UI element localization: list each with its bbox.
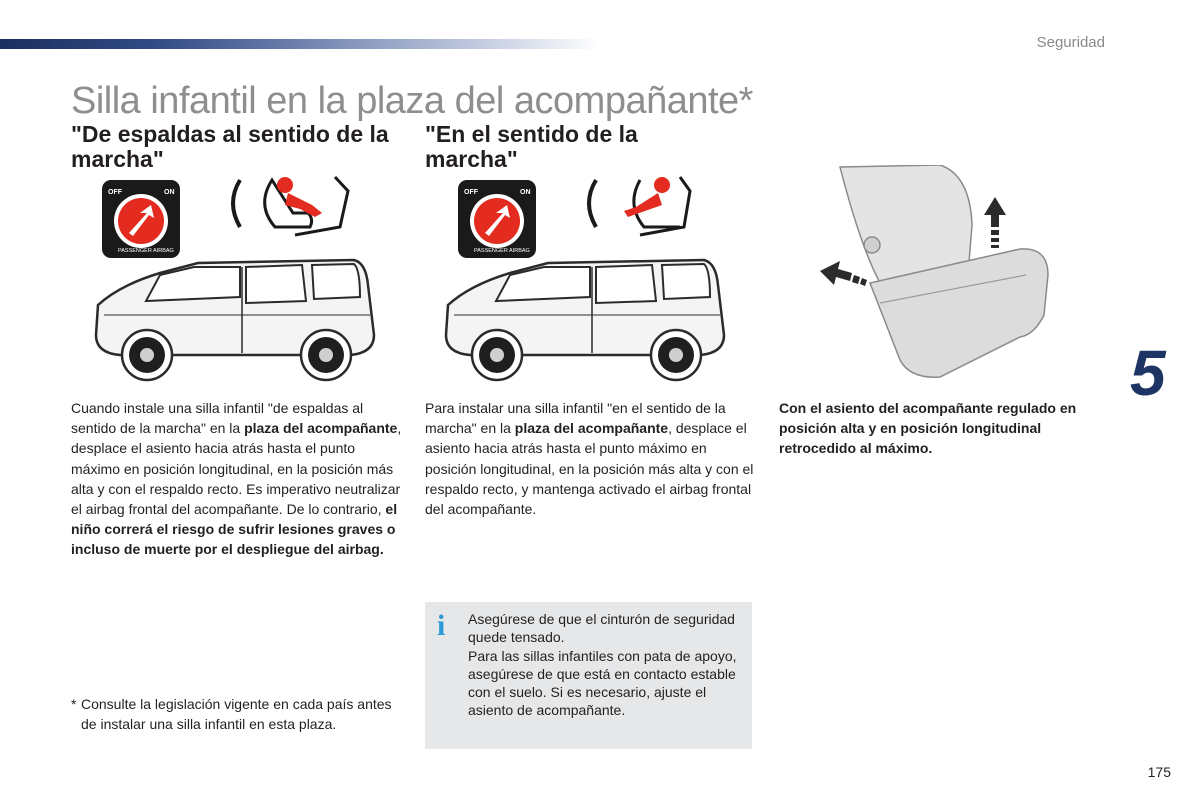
svg-text:PASSENGER AIRBAG: PASSENGER AIRBAG (118, 248, 174, 254)
footnote-text: Consulte la legislación vigente en cada país antes de instalar una silla infantil en esta plaza. (81, 696, 392, 732)
seat-icon (840, 165, 1048, 377)
forward-facing-illustration (440, 165, 740, 390)
chapter-number: 5 (1130, 337, 1166, 409)
rear-facing-illustration (90, 165, 400, 390)
child-seat-rear-icon (265, 177, 348, 235)
info-text (468, 610, 738, 720)
heading-rear-facing: "De espaldas al sentido de la marcha" (71, 121, 389, 172)
svg-text:PASSENGER AIRBAG: PASSENGER AIRBAG (474, 248, 530, 254)
rear-facing-instructions: Cuando instale una silla infantil "de espaldas al sentido de la marcha" en la plaza del acompañante, desplace el asiento hacia atrás hasta el punto máximo en posición longitudinal, en la posición más alta y con el respaldo recto. Es imperativo neutralizar el airbag frontal del acompañante. De lo contrario, el niño correrá el riesgo de sufrir lesiones graves o incluso de muerte por el despliegue del airbag. (71, 400, 402, 558)
airbag-symbol-icon (233, 180, 240, 227)
page-title: Silla infantil en la plaza del acompañante* (71, 80, 753, 122)
seat-adjustment-illustration (820, 165, 1060, 385)
info-icon: i (437, 609, 446, 642)
info-paragraph-support-leg: Para las sillas infantiles con pata de apoyo, asegúrese de que está en contacto estable con el suelo. Si es necesario, ajuste el asiento de acompañante. (468, 647, 737, 719)
svg-text:OFF: OFF (464, 189, 478, 196)
van-icon (446, 260, 724, 380)
section-label: Seguridad (1036, 34, 1105, 51)
svg-text:OFF: OFF (108, 189, 122, 196)
child-seat-forward-icon (624, 177, 690, 235)
forward-facing-instructions: Para instalar una silla infantil "en el sentido de la marcha" en la plaza del acompañante, desplace el asiento hacia atrás hasta el punto máximo en posición longitudinal, en la posición más alta y con el respaldo recto, y mantenga activado el airbag frontal del acompañante. (425, 400, 754, 518)
page-number: 175 (1147, 764, 1171, 780)
van-icon (96, 260, 374, 380)
header-gradient-bar (0, 39, 600, 49)
airbag-off-icon (102, 180, 180, 258)
info-paragraph-belt: Asegúrese de que el cinturón de seguridad quede tensado. (468, 611, 735, 646)
svg-text:ON: ON (164, 189, 175, 196)
info-box (425, 602, 752, 749)
heading-forward-facing: "En el sentido de la marcha" (425, 121, 638, 172)
arrow-back-icon (820, 261, 867, 286)
airbag-on-icon (458, 180, 536, 258)
seat-position-note: Con el asiento del acompañante regulado en posición alta y en posición longitudinal retrocedido al máximo. (779, 400, 1077, 457)
footnote (71, 694, 401, 734)
footnote-marker: * (71, 696, 77, 712)
airbag-symbol-icon (589, 180, 596, 227)
svg-text:ON: ON (520, 189, 531, 196)
arrow-up-icon (984, 197, 1006, 248)
